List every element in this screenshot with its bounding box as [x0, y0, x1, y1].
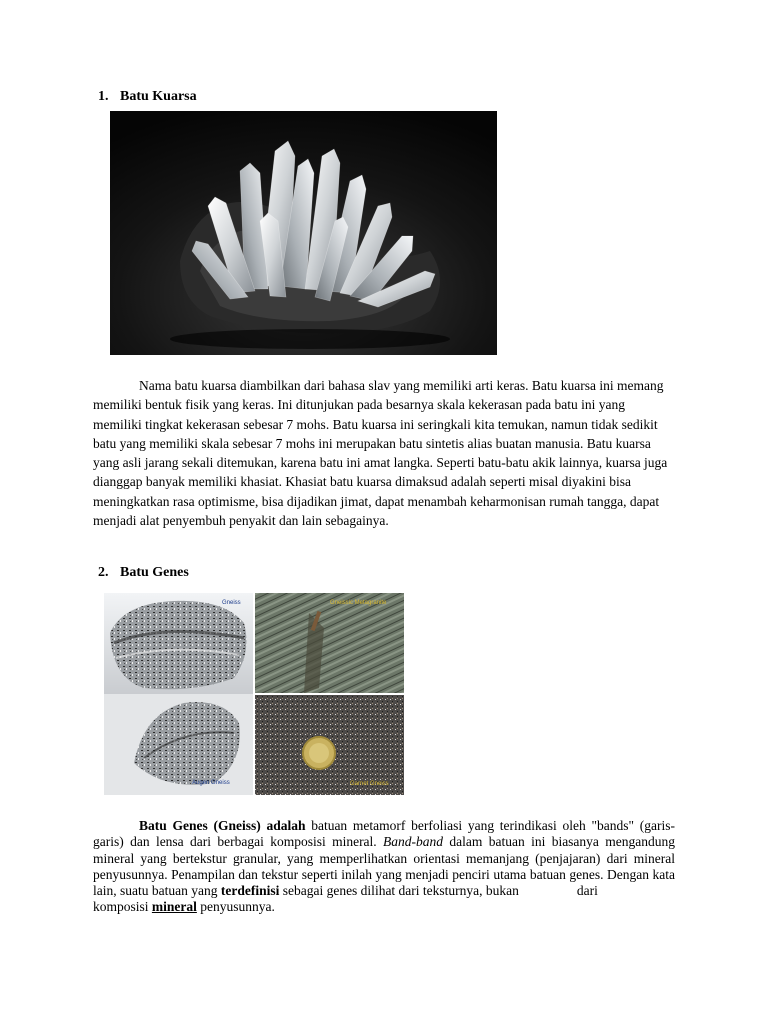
- quad-label-garnet: Garnet Gneiss: [350, 781, 389, 787]
- quad-label-augen: Augen Gneiss: [192, 780, 230, 786]
- mineral-link[interactable]: mineral: [151, 899, 197, 915]
- gneiss-last-line: [93, 899, 675, 915]
- section-number: 1.: [98, 89, 109, 104]
- section-heading-2: [98, 564, 189, 582]
- text-run: penyusunnya.: [196, 899, 275, 915]
- text-run: dari: [576, 883, 598, 899]
- gneiss-term: Batu Genes (Gneiss) adalah: [139, 818, 306, 833]
- text-run: komposisi: [93, 899, 152, 915]
- gneiss-photo-grid: [104, 593, 404, 795]
- quartz-description: [93, 376, 671, 530]
- quartz-crystal-photo: [110, 111, 497, 355]
- quad-label-gneiss: Gneiss: [222, 600, 241, 606]
- section-heading-1: [98, 88, 197, 106]
- gneiss-samples-illustration: [104, 593, 404, 795]
- gneiss-paragraph: [93, 818, 675, 899]
- quartz-paragraph: Nama batu kuarsa diambilkan dari bahasa slav yang memiliki arti keras. Batu kuarsa ini memang memiliki bentuk fisik yang keras. Ini ditunjukan pada besarnya skala kekerasan pada batu ini yang memiliki tingkat kekerasan sebesar 7 mohs. Batu kuarsa ini seringkali kita temukan, namun tidak sedikit batu yang memiliki skala sebesar 7 mohs ini merupakan batu sintetis alias buatan manusia. Batu kuarsa yang asli jarang sekali ditemukan, karena batu ini amat langka. Seperti batu-batu akik lainnya, kuarsa juga dianggap banyak memiliki khasiat. Khasiat batu kuarsa dimaksud adalah seperti misal diyakini bisa meningkatkan rasa optimisme, bisa dijadikan jimat, dapat menambah keharmonisan rumah tangga, dapat menjadi alat penyembuh penyakit dan lain sebagainya.: [93, 378, 668, 529]
- quad-label-metagranite: Gneissic Metagranite: [330, 600, 387, 606]
- band-term: Band-band: [383, 834, 444, 850]
- section-title: Batu Genes: [120, 565, 189, 580]
- section-title: Batu Kuarsa: [120, 89, 197, 104]
- text-run: dalam batuan ini biasanya mengandung mineral yang bertekstur granular, yang memperlihatkan orientasi memanjang (penjajaran) dari mineral penyusunnya. Penampilan dan tekstur seperti inilah yang menjadi penciri utama batuan genes. Dengan kata lain, suatu batuan yang: [93, 834, 676, 899]
- text-run: batuan metamorf berfoliasi yang terindikasi oleh "bands" (garis-garis) dan lensa dari berbagai komposisi mineral.: [93, 818, 675, 850]
- quartz-crystal-illustration: [110, 111, 497, 355]
- section-number: 2.: [98, 565, 109, 580]
- defined-term: terdefinisi: [220, 883, 280, 899]
- text-run: sebagai genes dilihat dari teksturnya, bukan: [279, 883, 519, 899]
- gneiss-description: [93, 818, 675, 916]
